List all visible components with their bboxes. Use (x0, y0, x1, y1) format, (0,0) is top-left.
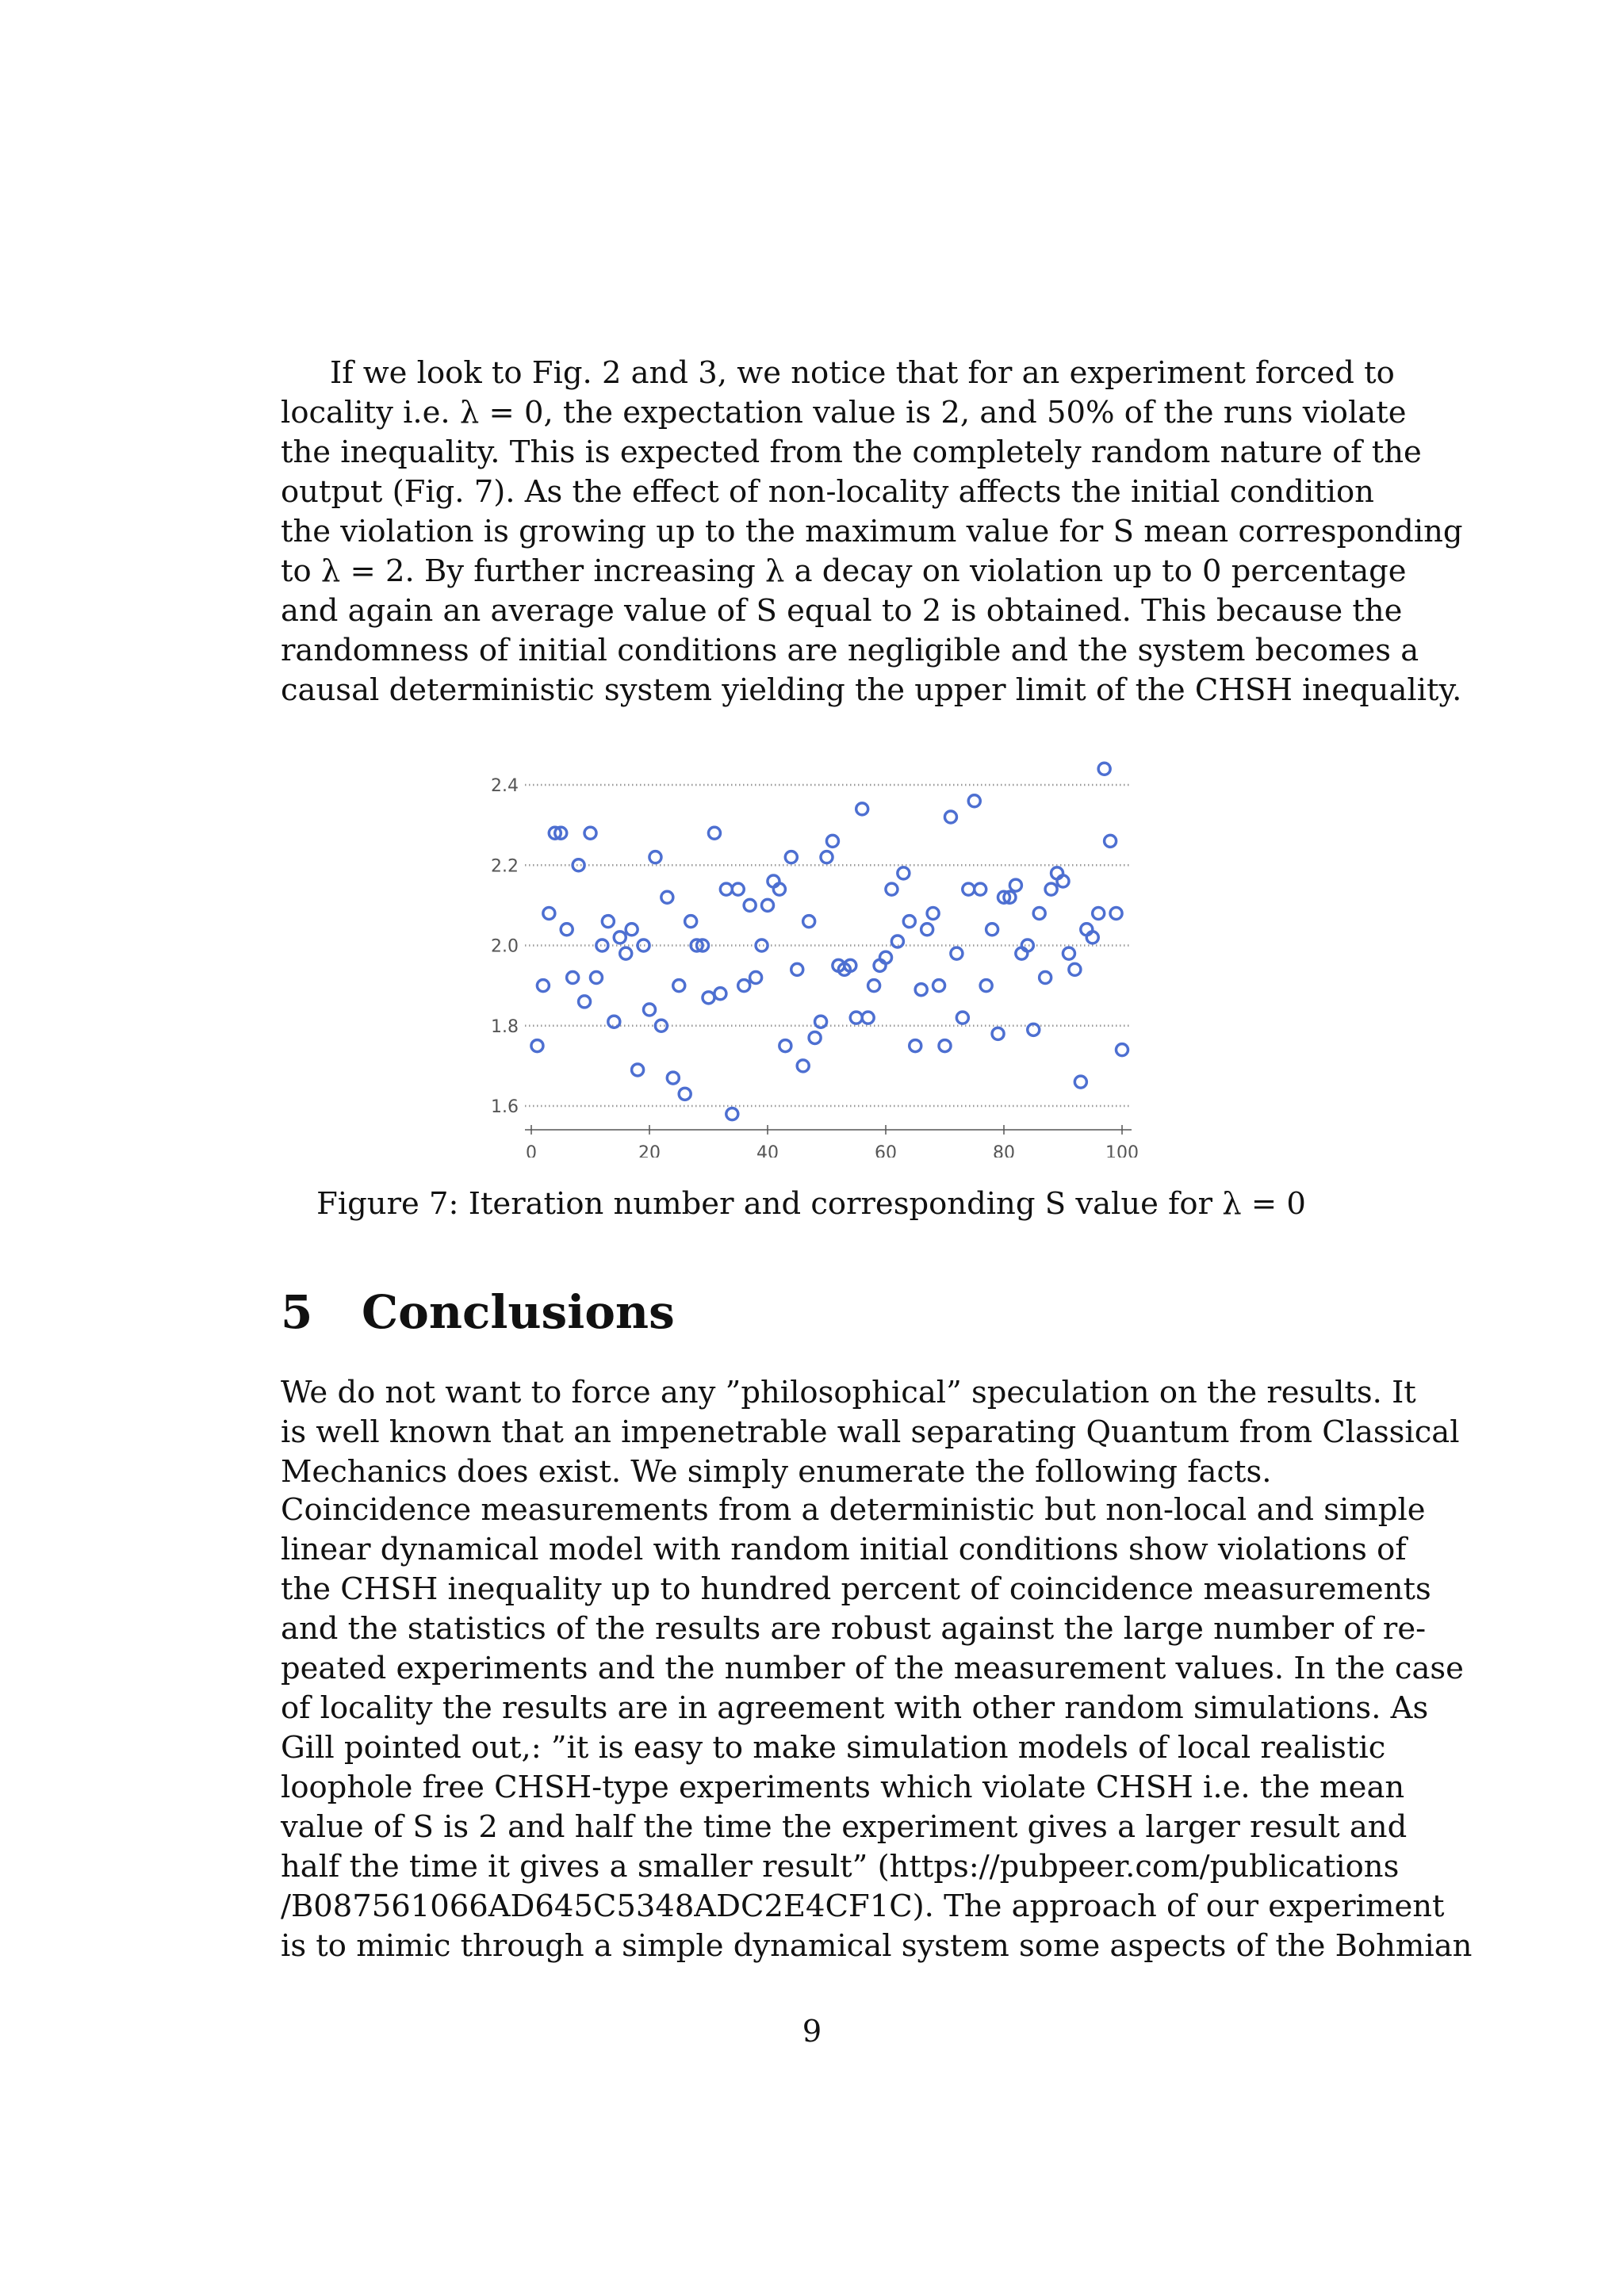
data-point (862, 1012, 874, 1024)
data-point (620, 947, 632, 959)
data-point (732, 883, 744, 895)
data-point (980, 980, 992, 992)
x-tick-label: 0 (526, 1143, 537, 1158)
data-point (1098, 763, 1110, 775)
text-line: loophole free CHSH-type experiments which violate CHSH i.e. the mean (281, 1770, 1405, 1805)
scatter-chart (468, 745, 1142, 1158)
section-heading (281, 1284, 675, 1340)
text-line: randomness of initial conditions are negligible and the system becomes a (281, 633, 1419, 668)
data-point (750, 972, 762, 984)
text-line: is well known that an impenetrable wall separating Quantum from Classical (281, 1414, 1460, 1450)
text-line: of locality the results are in agreement with other random simulations. As (281, 1690, 1429, 1726)
data-point (714, 988, 726, 1000)
data-point (685, 916, 697, 928)
data-point (868, 980, 880, 992)
data-point (986, 924, 998, 936)
data-point (1040, 972, 1051, 984)
text-line: locality i.e. λ = 0, the expectation value is 2, and 50% of the runs violate (281, 395, 1407, 430)
data-point (785, 851, 797, 863)
x-tick-label: 80 (993, 1143, 1015, 1158)
section-title: Conclusions (362, 1285, 675, 1339)
data-point (708, 827, 720, 839)
text-line: We do not want to force any ”philosophical” speculation on the results. It (281, 1375, 1416, 1410)
data-point (826, 835, 838, 847)
data-point (1069, 963, 1081, 975)
data-point (537, 980, 549, 992)
text-line: /B087561066AD645C5348ADC2E4CF1C). The approach of our experiment (281, 1888, 1445, 1924)
data-point (1105, 835, 1116, 847)
data-point (951, 947, 963, 959)
data-point (543, 908, 555, 920)
data-point (803, 916, 815, 928)
data-point (809, 1031, 821, 1043)
y-tick-label: 1.8 (491, 1016, 519, 1037)
data-point (956, 1012, 968, 1024)
data-point (850, 1012, 862, 1024)
data-point (921, 924, 933, 936)
text-line: to λ = 2. By further increasing λ a decay on violation up to 0 percentage (281, 553, 1407, 589)
x-tick-label: 20 (638, 1143, 661, 1158)
data-point (927, 908, 939, 920)
data-point (1063, 947, 1074, 959)
intro-paragraph (281, 354, 1463, 710)
data-point (856, 803, 868, 815)
data-point (590, 972, 602, 984)
data-point (1033, 908, 1045, 920)
text-line: is to mimic through a simple dynamical system some aspects of the Bohmian (281, 1928, 1473, 1964)
data-point (910, 1040, 921, 1052)
data-point (915, 984, 927, 996)
y-tick-label: 2.4 (491, 776, 519, 796)
data-point (561, 924, 573, 936)
data-point (1074, 1076, 1086, 1088)
data-point (596, 939, 608, 951)
text-line: peated experiments and the number of the measurement values. In the case (281, 1651, 1464, 1686)
text-line: Mechanics does exist. We simply enumerate the following facts. (281, 1454, 1272, 1490)
x-tick-label: 60 (875, 1143, 897, 1158)
data-point (968, 795, 980, 807)
data-point (891, 936, 903, 947)
data-point (638, 939, 649, 951)
conclusion-paragraph-2 (281, 1490, 1473, 1966)
data-point (573, 859, 584, 871)
data-point (614, 932, 626, 943)
data-point (1045, 883, 1057, 895)
data-point (1009, 879, 1021, 891)
page-number: 9 (802, 2014, 822, 2049)
y-tick-label: 2.0 (491, 936, 519, 957)
data-point (1110, 908, 1122, 920)
data-point (992, 1027, 1004, 1039)
text-line: output (Fig. 7). As the effect of non-locality affects the initial condition (281, 474, 1374, 510)
data-point (649, 851, 661, 863)
data-point (644, 1004, 656, 1016)
text-line: and again an average value of S equal to 2 is obtained. This because the (281, 593, 1403, 629)
data-point (762, 899, 774, 911)
data-point (975, 883, 986, 895)
data-point (898, 867, 910, 879)
data-point (661, 891, 673, 903)
text-line: Coincidence measurements from a deterministic but non-local and simple (281, 1492, 1426, 1528)
x-tick-label: 40 (756, 1143, 779, 1158)
text-line: Gill pointed out,: ”it is easy to make simulation models of local realistic (281, 1730, 1386, 1766)
data-point (726, 1108, 738, 1120)
data-point (673, 980, 685, 992)
data-point (797, 1060, 809, 1072)
data-point (667, 1072, 679, 1084)
data-point (791, 963, 803, 975)
data-point (602, 916, 614, 928)
data-point (720, 883, 732, 895)
text-line: If we look to Fig. 2 and 3, we notice that for an experiment forced to (330, 355, 1395, 391)
data-point (933, 980, 945, 992)
data-point (626, 924, 638, 936)
data-point (963, 883, 975, 895)
data-point (584, 827, 596, 839)
data-point (703, 992, 714, 1004)
data-point (744, 899, 756, 911)
data-point (632, 1064, 644, 1076)
text-line: and the statistics of the results are robust against the large number of re- (281, 1611, 1427, 1647)
text-line: value of S is 2 and half the time the experiment gives a larger result and (281, 1809, 1408, 1845)
y-tick-label: 2.2 (491, 856, 519, 877)
data-point (531, 1040, 543, 1052)
data-point (756, 939, 768, 951)
text-line: causal deterministic system yielding the upper limit of the CHSH inequality. (281, 672, 1462, 708)
text-line: the CHSH inequality up to hundred percent of coincidence measurements (281, 1571, 1431, 1607)
figure-caption: Figure 7: Iteration number and corresponding S value for λ = 0 (316, 1186, 1306, 1222)
y-tick-label: 1.6 (491, 1097, 519, 1117)
data-point (779, 1040, 791, 1052)
x-tick-label: 100 (1105, 1143, 1139, 1158)
data-point (655, 1020, 667, 1031)
data-point (608, 1016, 620, 1027)
data-point (1093, 908, 1105, 920)
text-line: the violation is growing up to the maximum value for S mean corresponding (281, 514, 1463, 549)
data-point (886, 883, 898, 895)
data-point (738, 980, 750, 992)
data-point (567, 972, 579, 984)
conclusion-paragraph-1 (281, 1373, 1460, 1492)
data-point (939, 1040, 951, 1052)
data-point (821, 851, 833, 863)
text-line: the inequality. This is expected from the completely random nature of the (281, 434, 1422, 470)
data-point (944, 811, 956, 823)
text-line: linear dynamical model with random initial conditions show violations of (281, 1532, 1407, 1567)
data-point (903, 916, 915, 928)
figure-7 (468, 745, 1142, 1158)
section-number: 5 (281, 1285, 313, 1339)
data-point (815, 1016, 827, 1027)
data-point (679, 1088, 691, 1100)
data-point (1116, 1044, 1128, 1056)
text-line: half the time it gives a smaller result” (https://pubpeer.com/publications (281, 1849, 1400, 1885)
data-point (579, 996, 591, 1008)
